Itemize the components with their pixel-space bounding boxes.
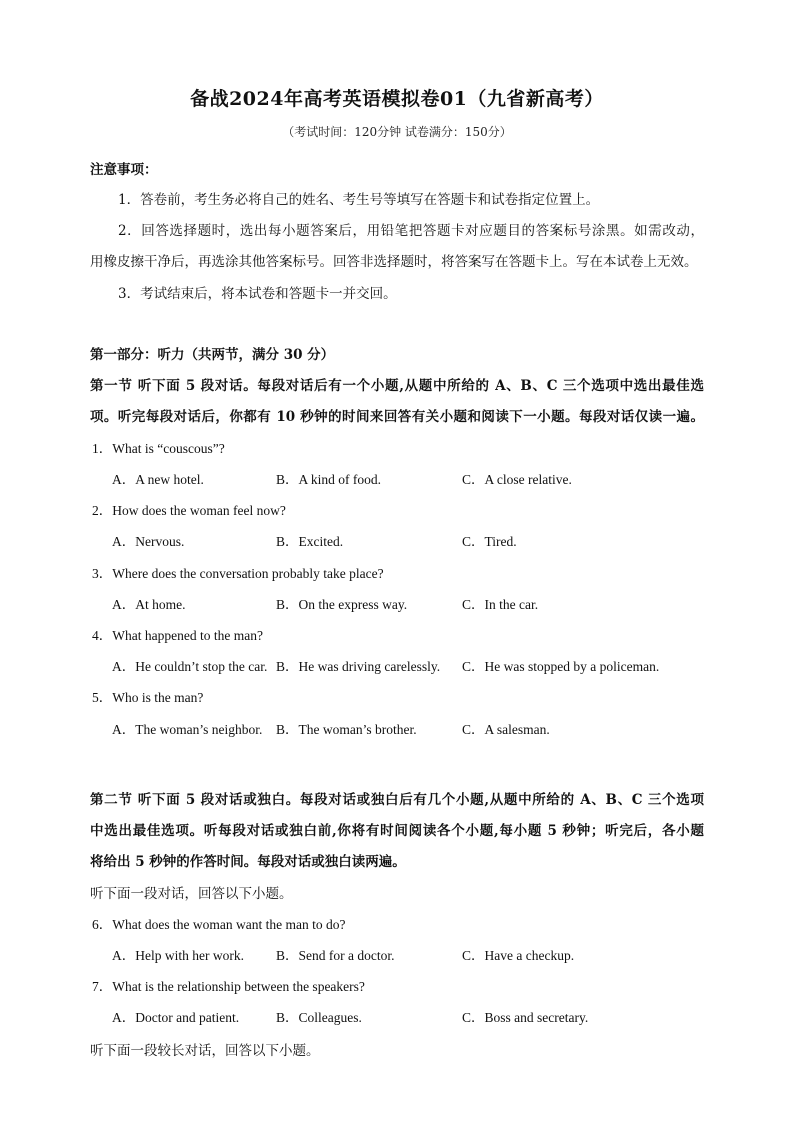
question-3-option-b: B．On the express way. [276,597,408,612]
question-2: 2．How does the woman feel now? [92,503,286,518]
question-2-option-a: A．Nervous. [112,534,185,549]
question-3-option-a: A．At home. [112,597,186,612]
question-1-option-c: C．A close relative. [462,472,572,487]
question-6-option-b: B．Send for a doctor. [276,948,395,963]
section1-instructions-line-2: 项。听完每段对话后，你都有 10 秒钟的时间来回答有关小题和阅读下一小题。每段对话仅读一遍。 [90,409,704,425]
question-7-option-c: C．Boss and secretary. [462,1010,589,1025]
question-4-option-b: B．He was driving carelessly. [276,659,441,674]
question-1-option-a: A．A new hotel. [112,472,204,487]
section2-instructions-line-2: 中选出最佳选项。听每段对话或独白前,你将有时间阅读各个小题,每小题 5 秒钟；听完后，各小题 [90,823,704,839]
question-5-option-b: B．The woman’s brother. [276,722,417,737]
question-3-option-c: C．In the car. [462,597,539,612]
exam-info: （考试时间：120分钟 试卷满分：150分） [282,125,512,139]
question-6: 6．What does the woman want the man to do? [92,917,346,932]
notice-item-2-line-1: 2．回答选择题时，选出每小题答案后，用铅笔把答题卡对应题目的答案标号涂黑。如需改动， [118,223,704,239]
notice-item-2-line-2: 用橡皮擦干净后，再选涂其他答案标号。回答非选择题时，将答案写在答题卡上。写在本试卷上无效。 [90,254,698,270]
question-5: 5．Who is the man? [92,690,204,705]
question-5-option-a: A．The woman’s neighbor. [112,722,263,737]
question-4-option-c: C．He was stopped by a policeman. [462,659,660,674]
question-1-option-b: B．A kind of food. [276,472,382,487]
notice-item-3: 3．考试结束后，将本试卷和答题卡一并交回。 [118,286,397,302]
listen-instruction-short: 听下面一段对话，回答以下小题。 [90,886,293,902]
section2-instructions-line-1: 第二节 听下面 5 段对话或独白。每段对话或独白后有几个小题,从题中所给的 A、B、C 三个选项 [90,792,704,808]
question-7-option-a: A．Doctor and patient. [112,1010,240,1025]
question-5-option-c: C．A salesman. [462,722,550,737]
question-7-option-b: B．Colleagues. [276,1010,362,1025]
question-2-option-b: B．Excited. [276,534,344,549]
notice-item-1: 1．答卷前，考生务必将自己的姓名、考生号等填写在答题卡和试卷指定位置上。 [118,192,600,208]
page-title: 备战2024年高考英语模拟卷01（九省新高考） [190,88,604,110]
section1-instructions-line-1: 第一节 听下面 5 段对话。每段对话后有一个小题,从题中所给的 A、B、C 三个选项中选出最佳选 [90,378,704,394]
question-2-option-c: C．Tired. [462,534,517,549]
question-4: 4．What happened to the man? [92,628,263,643]
question-4-option-a: A．He couldn’t stop the car. [112,659,268,674]
question-7: 7．What is the relationship between the speakers? [92,979,365,994]
question-6-option-c: C．Have a checkup. [462,948,575,963]
section2-instructions-line-3: 将给出 5 秒钟的作答时间。每段对话或独白读两遍。 [90,854,406,870]
question-6-option-a: A．Help with her work. [112,948,244,963]
question-1: 1．What is “couscous”? [92,441,225,456]
part1-heading: 第一部分：听力（共两节，满分 30 分） [90,347,335,363]
question-3: 3．Where does the conversation probably take place? [92,566,384,581]
listen-instruction-long: 听下面一段较长对话，回答以下小题。 [90,1043,320,1059]
notice-heading: 注意事项： [90,162,158,178]
